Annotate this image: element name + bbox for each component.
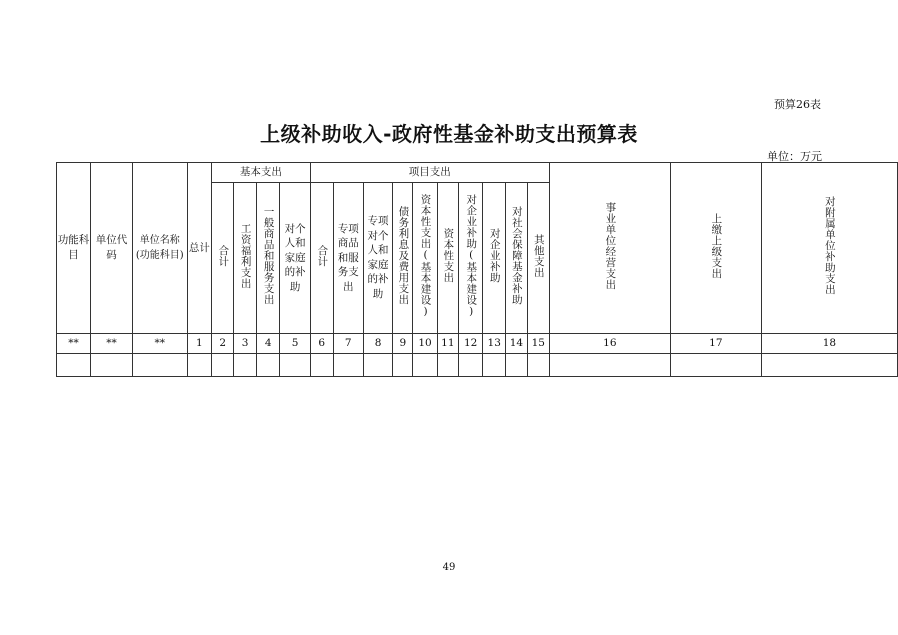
budget-table xyxy=(56,162,898,377)
project-col-10-label: 其他支出 xyxy=(532,233,545,278)
project-col-7-label: 对企业补助(基本建设) xyxy=(465,193,478,318)
num-cell: 3 xyxy=(234,334,257,354)
header-project-col-6 xyxy=(437,183,458,334)
project-col-9-label: 对社会保障基金补助 xyxy=(510,206,523,305)
empty-cell xyxy=(234,354,257,377)
num-cell: 5 xyxy=(280,334,310,354)
header-project-col-8 xyxy=(483,183,506,334)
header-project-col-7 xyxy=(458,183,483,334)
num-cell: 7 xyxy=(333,334,363,354)
empty-cell xyxy=(527,354,549,377)
project-col-8-label: 对企业补助 xyxy=(488,228,501,283)
empty-cell xyxy=(280,354,310,377)
tail-col-2-label: 上缴上级支出 xyxy=(710,212,723,279)
project-col-2-label: 专项商品和服务支出 xyxy=(337,222,359,293)
num-cell: 6 xyxy=(310,334,333,354)
empty-cell xyxy=(333,354,363,377)
empty-cell xyxy=(761,354,897,377)
basic-col-2-label: 工资福利支出 xyxy=(239,222,252,289)
empty-cell xyxy=(212,354,234,377)
header-basic-col-4 xyxy=(280,183,310,334)
num-cell: 8 xyxy=(363,334,393,354)
header-project-col-3 xyxy=(363,183,393,334)
header-tail-col-3 xyxy=(761,163,897,334)
num-cell: 10 xyxy=(413,334,438,354)
empty-cell xyxy=(187,354,212,377)
empty-cell xyxy=(549,354,670,377)
num-cell: ** xyxy=(57,334,91,354)
empty-cell xyxy=(458,354,483,377)
num-cell: 18 xyxy=(761,334,897,354)
num-cell: 11 xyxy=(437,334,458,354)
header-func-subject: 功能科目 xyxy=(57,163,91,334)
project-col-4-label: 债务利息及费用支出 xyxy=(397,206,410,305)
num-cell: 1 xyxy=(187,334,212,354)
header-project-col-2 xyxy=(333,183,363,334)
num-cell: ** xyxy=(90,334,132,354)
unit-label: 单位：万元 xyxy=(767,150,822,163)
num-cell: 9 xyxy=(393,334,413,354)
header-total: 总计 xyxy=(187,163,212,334)
num-cell: 17 xyxy=(670,334,761,354)
empty-cell xyxy=(57,354,91,377)
table-row-numbers xyxy=(57,334,898,354)
empty-cell xyxy=(90,354,132,377)
project-col-5-label: 资本性支出(基本建设) xyxy=(419,193,432,318)
empty-cell xyxy=(132,354,187,377)
empty-cell xyxy=(393,354,413,377)
num-cell: 12 xyxy=(458,334,483,354)
page-title: 上级补助收入-政府性基金补助支出预算表 xyxy=(260,122,638,146)
tail-col-3-label: 对附属单位补助支出 xyxy=(823,196,836,295)
project-col-3-label: 专项对个人和家庭的补助 xyxy=(367,215,389,300)
num-cell: ** xyxy=(132,334,187,354)
empty-cell xyxy=(506,354,528,377)
num-cell: 14 xyxy=(506,334,528,354)
project-col-1-label: 合计 xyxy=(316,244,329,267)
header-unit-code: 单位代码 xyxy=(90,163,132,334)
header-basic-col-2 xyxy=(234,183,257,334)
header-project-col-1 xyxy=(310,183,333,334)
header-tail-col-1 xyxy=(549,163,670,334)
empty-cell xyxy=(670,354,761,377)
num-cell: 15 xyxy=(527,334,549,354)
empty-cell xyxy=(363,354,393,377)
header-basic-col-3 xyxy=(256,183,280,334)
header-project-col-10 xyxy=(527,183,549,334)
num-cell: 13 xyxy=(483,334,506,354)
page-number: 49 xyxy=(442,562,456,573)
table-row-empty xyxy=(57,354,898,377)
num-cell: 16 xyxy=(549,334,670,354)
empty-cell xyxy=(256,354,280,377)
empty-cell xyxy=(483,354,506,377)
header-group-basic: 基本支出 xyxy=(212,163,311,183)
project-col-6-label: 资本性支出 xyxy=(442,228,455,283)
header-project-col-9 xyxy=(506,183,528,334)
tail-col-1-label: 事业单位经营支出 xyxy=(604,201,617,290)
header-project-col-5 xyxy=(413,183,438,334)
header-tail-col-2 xyxy=(670,163,761,334)
num-cell: 2 xyxy=(212,334,234,354)
header-group-project: 项目支出 xyxy=(310,163,549,183)
basic-col-1-label: 合计 xyxy=(217,244,230,267)
empty-cell xyxy=(413,354,438,377)
basic-col-4-label: 对个人和家庭的补助 xyxy=(284,222,306,293)
basic-col-3-label: 一般商品和服务支出 xyxy=(262,206,275,305)
header-basic-col-1 xyxy=(212,183,234,334)
header-unit-name: 单位名称(功能科目) xyxy=(132,163,187,334)
empty-cell xyxy=(310,354,333,377)
header-project-col-4 xyxy=(393,183,413,334)
empty-cell xyxy=(437,354,458,377)
num-cell: 4 xyxy=(256,334,280,354)
table-number: 预算26表 xyxy=(774,98,821,111)
